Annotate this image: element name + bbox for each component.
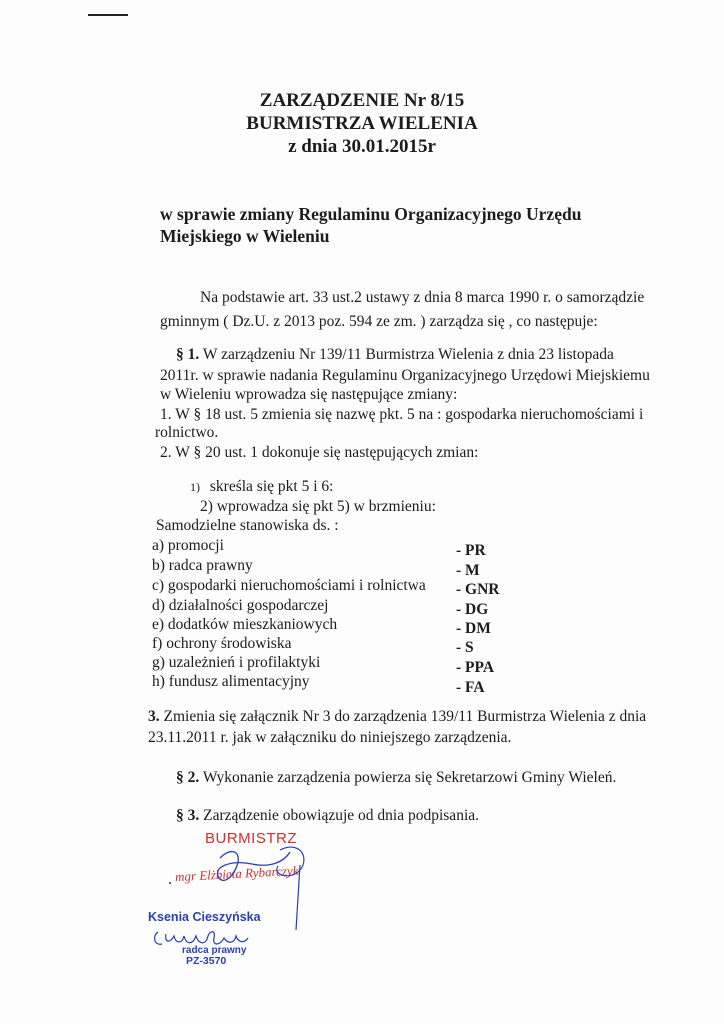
position-code-c: - GNR <box>456 581 500 598</box>
position-label-a: a) promocji <box>152 537 224 554</box>
par1-item1-line-2: rolnictwo. <box>155 424 219 441</box>
position-code-f: - S <box>456 639 474 656</box>
par3-text: Zarządzenie obowiązuje od dnia podpisania. <box>203 807 479 824</box>
list-heading: Samodzielne stanowiska ds. : <box>156 517 339 534</box>
position-code-b: - M <box>456 562 480 579</box>
par1-item1-line-1: 1. W § 18 ust. 5 zmienia się nazwę pkt. 5 na : gospodarka nieruchomościami i <box>160 406 644 423</box>
sub-item-2: 2) wprowadza się pkt 5) w brzmieniu: <box>200 498 436 515</box>
par1-line-3: w Wieleniu wprowadza się następujące zmiany: <box>160 386 458 403</box>
position-code-e: - DM <box>456 620 491 637</box>
position-label-g: g) uzależnień i profilaktyki <box>152 654 321 671</box>
position-label-d: d) działalności gospodarczej <box>152 597 329 614</box>
par2-mark: § 2. <box>176 769 200 786</box>
position-code-h: - FA <box>456 679 485 696</box>
position-code-a: - PR <box>456 542 486 559</box>
position-label-b: b) radca prawny <box>152 557 253 574</box>
preamble-line-2: gminnym ( Dz.U. z 2013 poz. 594 ze zm. ) zarządza się , co następuje: <box>160 313 598 330</box>
par1-line-1 <box>176 345 614 364</box>
position-label-c: c) gospodarki nieruchomościami i rolnictwa <box>152 577 426 594</box>
item3-num: 3. <box>148 708 160 725</box>
item3-text-1: Zmienia się załącznik Nr 3 do zarządzenia 139/11 Burmistrza Wielenia z dnia <box>163 708 647 725</box>
position-code-g: - PPA <box>456 659 495 676</box>
subject-line-2: Miejskiego w Wieleniu <box>160 226 330 246</box>
position-code-d: - DG <box>456 601 489 618</box>
subject-line-1: w sprawie zmiany Regulaminu Organizacyjnego Urzędu <box>160 204 582 224</box>
sub-item-1-text: skreśla się pkt 5 i 6: <box>209 478 334 495</box>
item3-line-2: 23.11.2011 r. jak w załączniku do niniejszego zarządzenia. <box>148 729 512 746</box>
title-line-2: BURMISTRZA WIELENIA <box>246 113 478 134</box>
legal-role: radca prawny <box>182 945 247 956</box>
mayor-stamp-title: BURMISTRZ <box>205 830 297 847</box>
legal-name: Ksenia Cieszyńska <box>148 910 261 924</box>
preamble-line-1: Na podstawie art. 33 ust.2 ustawy z dnia 8 marca 1990 r. o samorządzie <box>200 289 645 306</box>
position-label-h: h) fundusz alimentacyjny <box>152 673 310 690</box>
mayor-stamp-name: mgr Elżbieta Rybarczyk <box>174 862 299 885</box>
par1-line-2: 2011r. w sprawie nadania Regulaminu Organizacyjnego Urzędowi Miejskiemu <box>160 367 650 384</box>
par1-text-1: W zarządzeniu Nr 139/11 Burmistrza Wielenia z dnia 23 listopada <box>202 346 614 363</box>
sub-item-1-num: 1) <box>190 480 200 494</box>
corner-mark <box>88 14 128 16</box>
stamp-dot: . <box>168 871 172 888</box>
title-line-1: ZARZĄDZENIE Nr 8/15 <box>259 90 465 111</box>
par1-item2: 2. W § 20 ust. 1 dokonuje się następujących zmian: <box>160 444 479 461</box>
position-label-e: e) dodatków mieszkaniowych <box>152 616 338 633</box>
par3-mark: § 3. <box>176 807 200 824</box>
par1-mark: § 1. <box>176 346 200 363</box>
par3 <box>176 806 479 825</box>
item3-line-1 <box>148 707 646 726</box>
legal-number: PZ-3570 <box>186 955 227 967</box>
title-line-3: z dnia 30.01.2015r <box>288 136 436 157</box>
par2 <box>176 768 616 787</box>
sub-item-1 <box>190 477 333 497</box>
position-label-f: f) ochrony środowiska <box>152 635 292 652</box>
par2-text: Wykonanie zarządzenia powierza się Sekretarzowi Gminy Wieleń. <box>202 769 617 786</box>
